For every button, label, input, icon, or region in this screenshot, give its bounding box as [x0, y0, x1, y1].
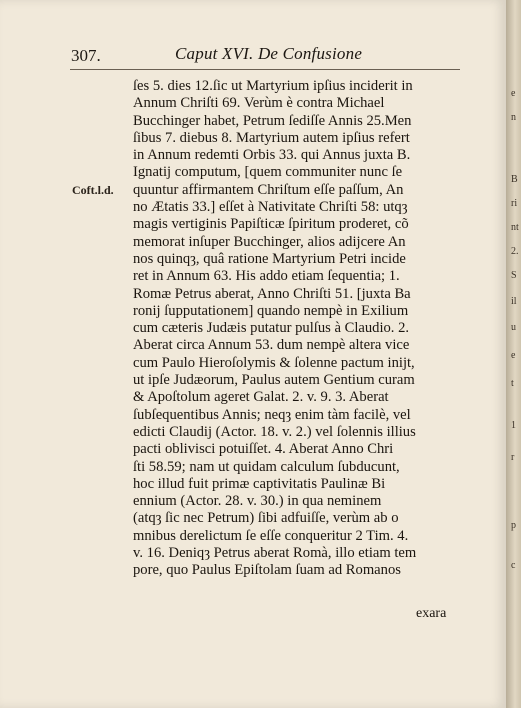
text-line: v. 16. Deniqȝ Petrus aberat Romà, illo etiam tem [133, 545, 417, 562]
edge-letter: 2. [511, 246, 519, 257]
text-line: Bucchinger habet, Petrum ſediſſe Annis 25.Men [133, 112, 412, 129]
text-line: ſubſequentibus Annis; neqȝ enim tàm facilè, vel [133, 406, 411, 423]
text-line: ennium (Actor. 28. v. 30.) in qua neminem [133, 493, 382, 510]
text-line: no Ætatis 33.] eſſet à Nativitate Chriſti 58: utqȝ [133, 199, 408, 216]
margin-note: Coft.l.d. [72, 183, 114, 197]
text-line: & Apoſtolum ageret Galat. 2. v. 9. 3. Aberat [133, 389, 389, 406]
facing-page-edge [506, 0, 521, 708]
edge-letter: e [511, 88, 516, 99]
text-line: ronij ſupputationem] quando nempè in Exilium [133, 302, 409, 319]
text-line: in Annum redemti Orbis 33. qui Annus juxta B. [133, 147, 411, 164]
edge-letter: B [511, 174, 518, 185]
text-line: Annum Chriſti 69. Verùm è contra Michael [133, 95, 385, 112]
running-header: Caput XVI. De Confusione [175, 44, 363, 63]
text-line: Ignatij computum, [quem communiter nunc ſe [133, 164, 403, 181]
text-line: nos quinqȝ, quâ ratione Martyrium Petri incide [133, 250, 406, 267]
edge-letter: 1 [511, 420, 516, 431]
edge-letter: c [511, 560, 516, 571]
catchword: exara [416, 606, 447, 621]
text-line: pore, quo Paulus Epiſtolam ſuam ad Romanos [133, 562, 401, 579]
body-text [133, 78, 485, 580]
header-rule [70, 69, 460, 70]
text-line: ut ipſe Judæorum, Paulus autem Gentium curam [133, 372, 415, 389]
text-line: magis vertiginis Papiſticæ ſpiritum proderet, cõ [133, 216, 409, 233]
text-line: Romæ Petrus aberat, Anno Chriſti 51. [juxta Ba [133, 285, 411, 302]
edge-letter: e [511, 350, 516, 361]
text-line: quuntur affirmantem Chriſtum eſſe paſſum, An [133, 181, 404, 198]
edge-letter: n [511, 112, 516, 123]
text-line: ſti 58.59; nam ut quidam calculum ſubducunt, [133, 458, 400, 475]
edge-letter: il [511, 296, 517, 307]
text-line: (atqȝ ſic nec Petrum) ſibi adfuiſſe, verùm ab o [133, 510, 399, 527]
text-line: pacti oblivisci potuiſſet. 4. Aberat Anno Chri [133, 441, 394, 458]
text-line: ſes 5. dies 12.ſic ut Martyrium ipſius inciderit in [133, 78, 413, 94]
text-line: ſibus 7. diebus 8. Martyrium autem ipſius refert [133, 129, 410, 146]
text-line: edicti Claudij (Actor. 18. v. 2.) vel ſolennis illius [133, 423, 416, 440]
text-line: mnibus derelictum ſe eſſe conqueritur 2 Tim. 4. [133, 527, 409, 544]
text-line: memorat inſuper Bucchinger, alios adijcere An [133, 233, 406, 250]
text-line: cum Paulo Hieroſolymis & ſolenne pactum inijt, [133, 354, 415, 371]
edge-letter: ri [511, 198, 518, 209]
text-line: Aberat circa Annum 53. dum nempè altera vice [133, 337, 410, 354]
text-line: hoc illud fuit primæ captivitatis Paulinæ Bi [133, 475, 386, 492]
edge-letter: u [511, 322, 516, 333]
edge-letter: p [511, 520, 516, 531]
edge-letter: r [511, 452, 515, 463]
text-line: ret in Annum 63. His addo etiam ſequentia; 1. [133, 268, 400, 285]
text-line: cum cæteris Judæis putatur pulſus à Claudio. 2. [133, 320, 410, 337]
edge-letter: S [511, 270, 517, 281]
edge-letter: t [511, 378, 514, 389]
edge-letter: nt [511, 222, 519, 233]
page-number: 307. [71, 46, 101, 65]
